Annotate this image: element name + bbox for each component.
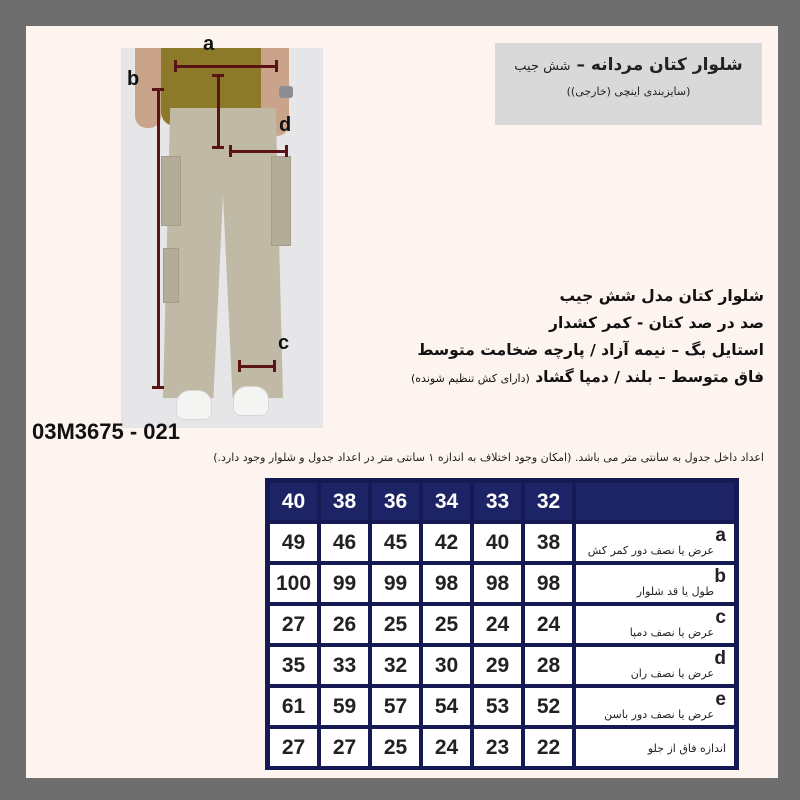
feature-list — [344, 283, 764, 391]
table-cell: 59 — [321, 688, 368, 725]
table-row — [268, 604, 736, 645]
table-cell: 24 — [474, 606, 521, 643]
table-note: اعداد داخل جدول به سانتی متر می باشد. (امکان وجود اختلاف به اندازه ۱ سانتی متر در اعداد جدول و شلوار وجود دارد.) — [213, 451, 764, 464]
table-cell: 22 — [525, 729, 572, 766]
table-cell: 49 — [270, 524, 317, 561]
table-cell: 99 — [321, 565, 368, 602]
table-cell: 57 — [372, 688, 419, 725]
size-chart-panel — [26, 26, 778, 778]
feature-item-note: (دارای کش تنظیم شونده) — [410, 372, 530, 385]
measure-tick — [152, 386, 164, 389]
label-d: d — [279, 114, 292, 136]
label-c: c — [278, 332, 290, 354]
table-cell: 25 — [423, 606, 470, 643]
table-cell: 35 — [270, 647, 317, 684]
size-header: 32 — [525, 483, 572, 520]
table-cell: 24 — [525, 606, 572, 643]
measure-tick — [275, 60, 278, 72]
table-cell: 52 — [525, 688, 572, 725]
size-table — [265, 478, 739, 770]
row-label — [576, 688, 734, 725]
table-cell: 27 — [321, 729, 368, 766]
table-cell: 25 — [372, 606, 419, 643]
product-photo — [121, 48, 323, 428]
size-header: 36 — [372, 483, 419, 520]
cargo-pocket-lower — [163, 248, 179, 303]
measure-tick — [285, 145, 288, 157]
size-header: 38 — [321, 483, 368, 520]
feature-item-text: فاق متوسط – بلند / دمپا گشاد — [535, 368, 764, 386]
row-desc: اندازه فاق از جلو — [647, 742, 726, 755]
table-cell: 30 — [423, 647, 470, 684]
table-cell: 24 — [423, 729, 470, 766]
product-code: 03M3675 - 021 — [32, 419, 180, 444]
feature-item — [344, 364, 764, 391]
table-row — [268, 686, 736, 727]
table-cell: 27 — [270, 606, 317, 643]
measure-tick — [238, 360, 241, 372]
table-row — [268, 563, 736, 604]
measure-line-c — [239, 365, 275, 368]
table-row — [268, 727, 736, 768]
table-cell: 42 — [423, 524, 470, 561]
row-letter: e — [715, 689, 726, 710]
cargo-pocket-left — [161, 156, 181, 226]
table-cell: 25 — [372, 729, 419, 766]
measure-tick — [212, 74, 224, 77]
row-letter: a — [715, 525, 726, 546]
watch — [279, 86, 293, 98]
measure-tick — [273, 360, 276, 372]
measure-tick — [174, 60, 177, 72]
row-label — [576, 565, 734, 602]
size-header: 34 — [423, 483, 470, 520]
feature-item: استایل بگ – نیمه آزاد / پارچه ضخامت متوسط — [417, 341, 764, 359]
label-b: b — [127, 68, 140, 90]
row-label — [576, 606, 734, 643]
measure-line-e — [217, 74, 220, 148]
header-label-cell — [576, 483, 734, 520]
table-cell: 29 — [474, 647, 521, 684]
table-cell: 45 — [372, 524, 419, 561]
table-cell: 53 — [474, 688, 521, 725]
row-desc: عرض یا نصف دمپا — [629, 626, 714, 639]
title-sub: شش جیب — [514, 59, 571, 74]
table-cell: 61 — [270, 688, 317, 725]
table-cell: 33 — [321, 647, 368, 684]
table-cell: 40 — [474, 524, 521, 561]
title-main: شلوار کتان مردانه – — [576, 55, 743, 75]
table-cell: 54 — [423, 688, 470, 725]
feature-item: صد در صد کتان - کمر کشدار — [549, 314, 764, 332]
size-header: 33 — [474, 483, 521, 520]
cargo-pocket-right — [271, 156, 291, 246]
table-row — [268, 645, 736, 686]
size-header: 40 — [270, 483, 317, 520]
shoe-right — [233, 386, 269, 416]
feature-item: شلوار کتان مدل شش جیب — [559, 287, 764, 305]
row-desc: عرض یا نصف دور باسن — [604, 708, 714, 721]
row-desc: عرض یا نصف دور کمر کش — [587, 544, 714, 557]
shoe-left — [176, 390, 212, 420]
measure-line-d — [230, 150, 288, 153]
row-label — [576, 729, 734, 766]
title-box — [495, 43, 762, 125]
product-title — [495, 55, 762, 75]
row-desc: عرض یا نصف ران — [630, 667, 714, 680]
label-a: a — [203, 33, 215, 55]
table-cell: 23 — [474, 729, 521, 766]
table-cell: 46 — [321, 524, 368, 561]
table-cell: 28 — [525, 647, 572, 684]
table-cell: 27 — [270, 729, 317, 766]
measure-tick — [229, 145, 232, 157]
table-cell: 98 — [474, 565, 521, 602]
row-label — [576, 524, 734, 561]
table-cell: 26 — [321, 606, 368, 643]
measure-line-a — [174, 65, 277, 68]
sizing-note: (سایزبندی اینچی (خارجی)) — [566, 85, 691, 98]
row-letter: d — [714, 648, 726, 669]
table-cell: 38 — [525, 524, 572, 561]
table-cell: 98 — [423, 565, 470, 602]
table-cell: 100 — [270, 565, 317, 602]
row-letter: c — [715, 607, 726, 628]
measure-line-b — [157, 88, 160, 388]
table-header-row — [268, 481, 736, 522]
measure-tick — [152, 88, 164, 91]
row-label — [576, 647, 734, 684]
table-row — [268, 522, 736, 563]
table-cell: 98 — [525, 565, 572, 602]
table-cell: 99 — [372, 565, 419, 602]
table-cell: 32 — [372, 647, 419, 684]
measure-tick — [212, 146, 224, 149]
row-desc: طول یا قد شلوار — [636, 585, 714, 598]
row-letter: b — [714, 566, 726, 587]
